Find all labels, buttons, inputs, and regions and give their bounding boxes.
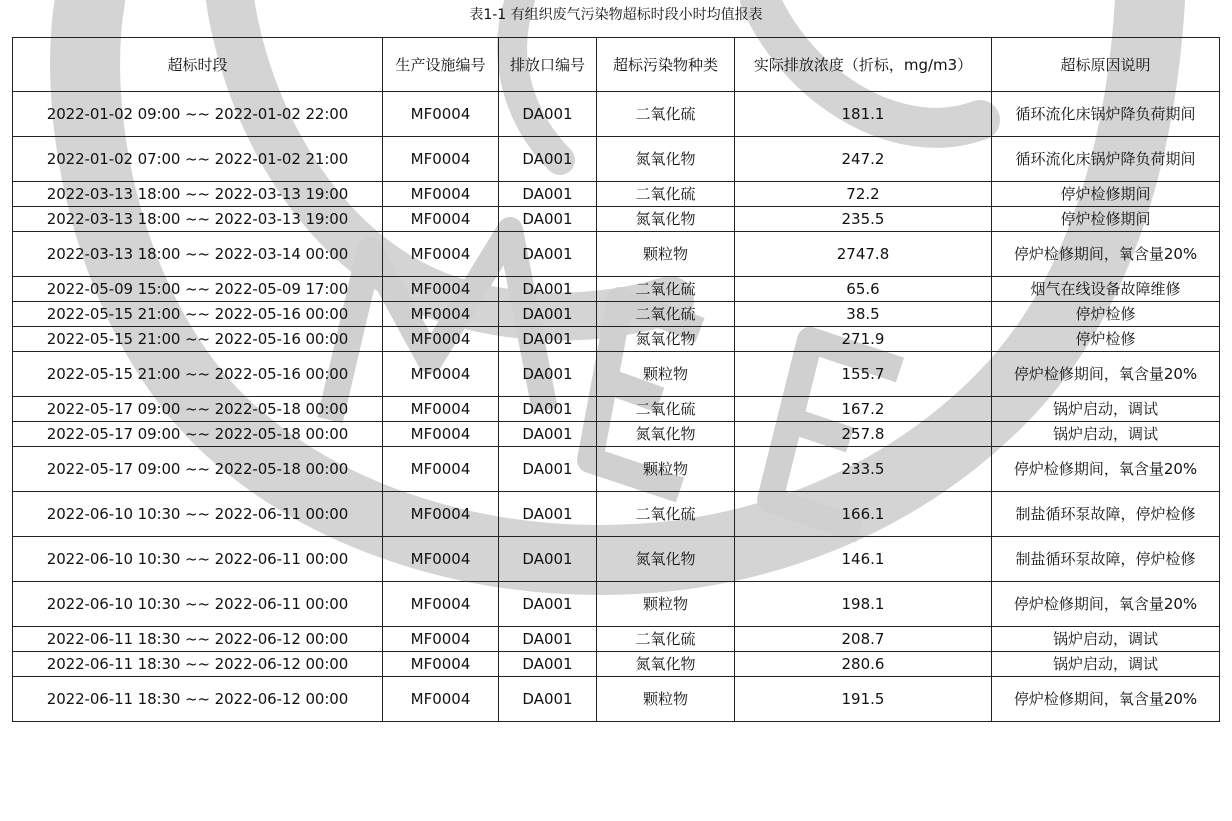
cell-facility: MF0004 (383, 207, 499, 232)
cell-outlet: DA001 (499, 207, 597, 232)
table-header-row (13, 38, 1220, 92)
cell-pollutant: 颗粒物 (597, 232, 735, 277)
cell-outlet: DA001 (499, 677, 597, 722)
cell-reason: 停炉检修期间，氧含量20% (992, 232, 1220, 277)
cell-facility: MF0004 (383, 232, 499, 277)
table-row (13, 92, 1220, 137)
document-title: 表1-1 有组织废气污染物超标时段小时均值报表 (469, 7, 763, 23)
cell-outlet: DA001 (499, 537, 597, 582)
cell-concentration: 233.5 (735, 447, 992, 492)
header-reason: 超标原因说明 (992, 38, 1220, 92)
cell-pollutant: 氮氧化物 (597, 327, 735, 352)
cell-facility: MF0004 (383, 302, 499, 327)
header-outlet-id: 排放口编号 (499, 38, 597, 92)
cell-reason: 制盐循环泵故障，停炉检修 (992, 537, 1220, 582)
cell-pollutant: 二氧化硫 (597, 302, 735, 327)
table-row (13, 677, 1220, 722)
table-row (13, 582, 1220, 627)
cell-reason: 停炉检修期间，氧含量20% (992, 677, 1220, 722)
cell-facility: MF0004 (383, 352, 499, 397)
cell-facility: MF0004 (383, 92, 499, 137)
cell-reason: 停炉检修 (992, 327, 1220, 352)
table-row (13, 627, 1220, 652)
cell-concentration: 146.1 (735, 537, 992, 582)
cell-pollutant: 氮氧化物 (597, 537, 735, 582)
cell-pollutant: 颗粒物 (597, 677, 735, 722)
table-row (13, 422, 1220, 447)
header-facility-id: 生产设施编号 (383, 38, 499, 92)
cell-period: 2022-03-13 18:00 ~~ 2022-03-13 19:00 (13, 207, 383, 232)
cell-period: 2022-05-09 15:00 ~~ 2022-05-09 17:00 (13, 277, 383, 302)
cell-concentration: 271.9 (735, 327, 992, 352)
cell-concentration: 198.1 (735, 582, 992, 627)
cell-period: 2022-06-11 18:30 ~~ 2022-06-12 00:00 (13, 627, 383, 652)
cell-reason: 锅炉启动，调试 (992, 652, 1220, 677)
cell-concentration: 280.6 (735, 652, 992, 677)
cell-concentration: 191.5 (735, 677, 992, 722)
cell-reason: 停炉检修 (992, 302, 1220, 327)
cell-outlet: DA001 (499, 277, 597, 302)
cell-period: 2022-06-11 18:30 ~~ 2022-06-12 00:00 (13, 652, 383, 677)
cell-period: 2022-06-11 18:30 ~~ 2022-06-12 00:00 (13, 677, 383, 722)
cell-outlet: DA001 (499, 447, 597, 492)
cell-outlet: DA001 (499, 352, 597, 397)
cell-reason: 循环流化床锅炉降负荷期间 (992, 92, 1220, 137)
cell-pollutant: 颗粒物 (597, 352, 735, 397)
cell-concentration: 247.2 (735, 137, 992, 182)
cell-reason: 制盐循环泵故障，停炉检修 (992, 492, 1220, 537)
cell-concentration: 208.7 (735, 627, 992, 652)
cell-pollutant: 氮氧化物 (597, 137, 735, 182)
cell-outlet: DA001 (499, 182, 597, 207)
cell-facility: MF0004 (383, 492, 499, 537)
cell-concentration: 257.8 (735, 422, 992, 447)
table-row (13, 232, 1220, 277)
cell-concentration: 235.5 (735, 207, 992, 232)
cell-outlet: DA001 (499, 492, 597, 537)
table-row (13, 352, 1220, 397)
cell-concentration: 155.7 (735, 352, 992, 397)
cell-period: 2022-06-10 10:30 ~~ 2022-06-11 00:00 (13, 492, 383, 537)
cell-outlet: DA001 (499, 137, 597, 182)
cell-concentration: 2747.8 (735, 232, 992, 277)
cell-facility: MF0004 (383, 327, 499, 352)
cell-pollutant: 颗粒物 (597, 582, 735, 627)
cell-outlet: DA001 (499, 302, 597, 327)
cell-period: 2022-01-02 07:00 ~~ 2022-01-02 21:00 (13, 137, 383, 182)
cell-reason: 锅炉启动，调试 (992, 397, 1220, 422)
header-period: 超标时段 (13, 38, 383, 92)
table-row (13, 492, 1220, 537)
header-pollutant-type: 超标污染物种类 (597, 38, 735, 92)
cell-reason: 循环流化床锅炉降负荷期间 (992, 137, 1220, 182)
cell-facility: MF0004 (383, 677, 499, 722)
cell-pollutant: 二氧化硫 (597, 627, 735, 652)
cell-reason: 停炉检修期间，氧含量20% (992, 352, 1220, 397)
table-row (13, 277, 1220, 302)
cell-facility: MF0004 (383, 277, 499, 302)
cell-concentration: 72.2 (735, 182, 992, 207)
cell-facility: MF0004 (383, 137, 499, 182)
table-row (13, 652, 1220, 677)
cell-outlet: DA001 (499, 397, 597, 422)
exceedance-report-table (12, 37, 1220, 722)
cell-outlet: DA001 (499, 327, 597, 352)
cell-pollutant: 氮氧化物 (597, 422, 735, 447)
cell-pollutant: 颗粒物 (597, 447, 735, 492)
cell-reason: 停炉检修期间，氧含量20% (992, 582, 1220, 627)
cell-pollutant: 二氧化硫 (597, 277, 735, 302)
cell-reason: 烟气在线设备故障维修 (992, 277, 1220, 302)
cell-period: 2022-06-10 10:30 ~~ 2022-06-11 00:00 (13, 537, 383, 582)
cell-pollutant: 二氧化硫 (597, 397, 735, 422)
cell-concentration: 181.1 (735, 92, 992, 137)
cell-period: 2022-05-15 21:00 ~~ 2022-05-16 00:00 (13, 327, 383, 352)
table-row (13, 182, 1220, 207)
table-row (13, 137, 1220, 182)
cell-facility: MF0004 (383, 652, 499, 677)
table-row (13, 397, 1220, 422)
cell-pollutant: 二氧化硫 (597, 492, 735, 537)
cell-pollutant: 二氧化硫 (597, 92, 735, 137)
cell-facility: MF0004 (383, 627, 499, 652)
cell-period: 2022-03-13 18:00 ~~ 2022-03-14 00:00 (13, 232, 383, 277)
cell-outlet: DA001 (499, 232, 597, 277)
header-concentration: 实际排放浓度（折标，mg/m3） (735, 38, 992, 92)
table-row (13, 327, 1220, 352)
table-row (13, 302, 1220, 327)
cell-reason: 停炉检修期间 (992, 207, 1220, 232)
cell-period: 2022-05-17 09:00 ~~ 2022-05-18 00:00 (13, 422, 383, 447)
cell-reason: 停炉检修期间 (992, 182, 1220, 207)
cell-reason: 停炉检修期间，氧含量20% (992, 447, 1220, 492)
cell-period: 2022-05-15 21:00 ~~ 2022-05-16 00:00 (13, 352, 383, 397)
cell-outlet: DA001 (499, 652, 597, 677)
cell-period: 2022-03-13 18:00 ~~ 2022-03-13 19:00 (13, 182, 383, 207)
cell-period: 2022-05-15 21:00 ~~ 2022-05-16 00:00 (13, 302, 383, 327)
cell-period: 2022-06-10 10:30 ~~ 2022-06-11 00:00 (13, 582, 383, 627)
cell-reason: 锅炉启动，调试 (992, 627, 1220, 652)
cell-pollutant: 氮氧化物 (597, 652, 735, 677)
cell-facility: MF0004 (383, 582, 499, 627)
cell-outlet: DA001 (499, 92, 597, 137)
cell-facility: MF0004 (383, 447, 499, 492)
cell-facility: MF0004 (383, 422, 499, 447)
table-row (13, 537, 1220, 582)
table-row (13, 447, 1220, 492)
cell-pollutant: 二氧化硫 (597, 182, 735, 207)
cell-pollutant: 氮氧化物 (597, 207, 735, 232)
cell-outlet: DA001 (499, 422, 597, 447)
cell-concentration: 65.6 (735, 277, 992, 302)
cell-period: 2022-01-02 09:00 ~~ 2022-01-02 22:00 (13, 92, 383, 137)
cell-period: 2022-05-17 09:00 ~~ 2022-05-18 00:00 (13, 397, 383, 422)
cell-outlet: DA001 (499, 582, 597, 627)
cell-facility: MF0004 (383, 397, 499, 422)
cell-facility: MF0004 (383, 537, 499, 582)
cell-period: 2022-05-17 09:00 ~~ 2022-05-18 00:00 (13, 447, 383, 492)
cell-outlet: DA001 (499, 627, 597, 652)
cell-reason: 锅炉启动，调试 (992, 422, 1220, 447)
table-row (13, 207, 1220, 232)
cell-concentration: 166.1 (735, 492, 992, 537)
cell-facility: MF0004 (383, 182, 499, 207)
cell-concentration: 167.2 (735, 397, 992, 422)
cell-concentration: 38.5 (735, 302, 992, 327)
